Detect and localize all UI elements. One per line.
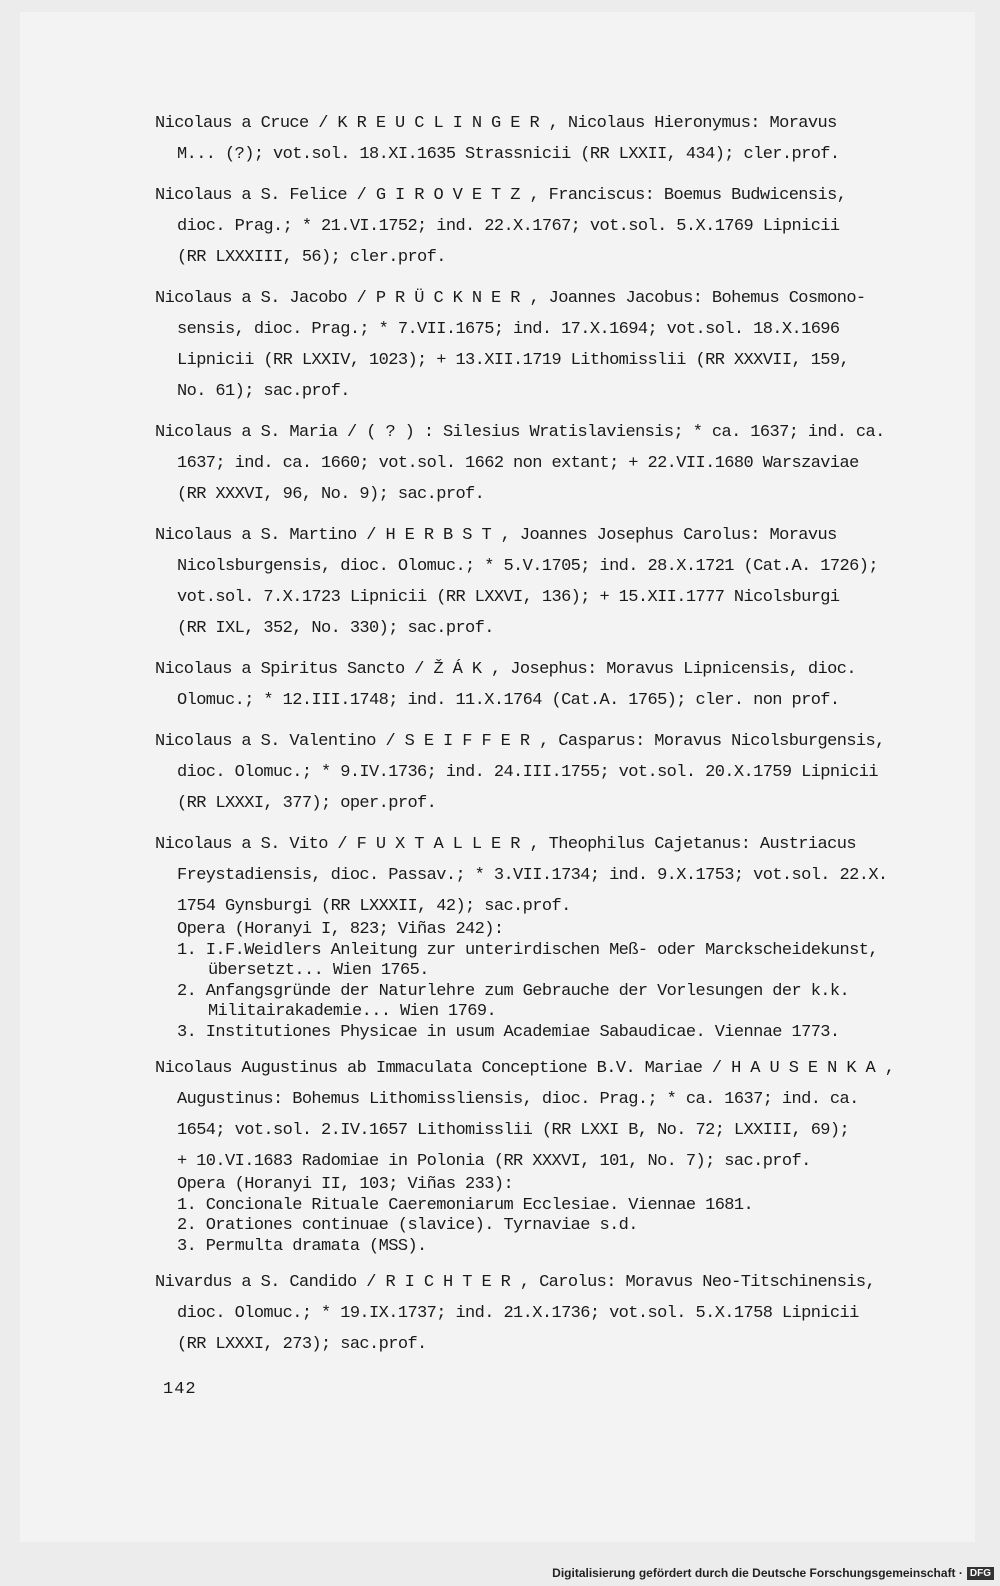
entry-line: 1654; vot.sol. 2.IV.1657 Lithomisslii (RR LXXI B, No. 72; LXXIII, 69); — [177, 1121, 850, 1140]
opera-item: übersetzt... Wien 1765. — [208, 961, 429, 980]
entry-line: Olomuc.; * 12.III.1748; ind. 11.X.1764 (Cat.A. 1765); cler. non prof. — [177, 691, 840, 710]
opera-item: Militairakademie... Wien 1769. — [208, 1002, 497, 1021]
entry-line: dioc. Prag.; * 21.VI.1752; ind. 22.X.1767; vot.sol. 5.X.1769 Lipnicii — [177, 217, 840, 236]
entry-line: sensis, dioc. Prag.; * 7.VII.1675; ind. 17.X.1694; vot.sol. 18.X.1696 — [177, 320, 840, 339]
opera-heading: Opera (Horanyi I, 823; Viñas 242): — [177, 920, 504, 939]
entry-line: Nicolaus a Spiritus Sancto / Ž Á K , Josephus: Moravus Lipnicensis, dioc. — [155, 660, 856, 679]
dfg-logo: DFG — [967, 1567, 994, 1580]
entry-line: (RR XXXVI, 96, No. 9); sac.prof. — [177, 485, 485, 504]
page-number: 142 — [163, 1380, 197, 1399]
footer-text: Digitalisierung gefördert durch die Deutsche Forschungsgemeinschaft · — [552, 1566, 963, 1580]
entry-nicolaus-a-s-vito — [155, 829, 955, 1043]
entry-nicolaus-a-s-martino — [155, 520, 955, 644]
entry-nicolaus-a-s-valentino — [155, 726, 955, 819]
entry-line: Nicolaus a Cruce / K R E U C L I N G E R , Nicolaus Hieronymus: Moravus — [155, 114, 837, 133]
entry-line: Nicolaus a S. Jacobo / P R Ü C K N E R , Joannes Jacobus: Bohemus Cosmono- — [155, 289, 866, 308]
opera-item: 2. Anfangsgründe der Naturlehre zum Gebrauche der Vorlesungen der k.k. — [177, 981, 850, 1001]
entry-line: (RR IXL, 352, No. 330); sac.prof. — [177, 619, 494, 638]
entry-line: Nicolaus a S. Vito / F U X T A L L E R , Theophilus Cajetanus: Austriacus — [155, 835, 856, 854]
entry-nicolaus-a-s-felice — [155, 180, 955, 273]
entry-line: No. 61); sac.prof. — [177, 382, 350, 401]
entry-line: Lipnicii (RR LXXIV, 1023); + 13.XII.1719 Lithomisslii (RR XXXVII, 159, — [177, 351, 850, 370]
entry-line: M... (?); vot.sol. 18.XI.1635 Strassnicii (RR LXXII, 434); cler.prof. — [177, 145, 840, 164]
entry-line: Augustinus: Bohemus Lithomissliensis, dioc. Prag.; * ca. 1637; ind. ca. — [177, 1090, 859, 1109]
opera-item: 1. I.F.Weidlers Anleitung zur unterirdischen Meß- oder Marckscheidekunst, — [177, 940, 878, 960]
entry-nicolaus-a-spiritus-sancto — [155, 654, 955, 716]
opera-heading: Opera (Horanyi II, 103; Viñas 233): — [177, 1175, 514, 1194]
entry-line: Nicolaus a S. Valentino / S E I F F E R , Casparus: Moravus Nicolsburgensis, — [155, 732, 885, 751]
opera-list — [155, 920, 955, 1043]
entry-line: Nicolaus a S. Felice / G I R O V E T Z , Franciscus: Boemus Budwicensis, — [155, 186, 847, 205]
entry-line: vot.sol. 7.X.1723 Lipnicii (RR LXXVI, 136); + 15.XII.1777 Nicolsburgi — [177, 588, 840, 607]
entry-nivardus-a-s-candido — [155, 1267, 955, 1360]
opera-item: 3. Permulta dramata (MSS). — [177, 1236, 427, 1256]
entry-nicolaus-a-s-jacobo — [155, 283, 955, 407]
entry-line: Nicolaus Augustinus ab Immaculata Conceptione B.V. Mariae / H A U S E N K A , — [155, 1059, 895, 1078]
entry-line: dioc. Olomuc.; * 19.IX.1737; ind. 21.X.1736; vot.sol. 5.X.1758 Lipnicii — [177, 1304, 859, 1323]
entry-line: Nicolaus a S. Maria / ( ? ) : Silesius Wratislaviensis; * ca. 1637; ind. ca. — [155, 423, 885, 442]
entry-line: Freystadiensis, dioc. Passav.; * 3.VII.1734; ind. 9.X.1753; vot.sol. 22.X. — [177, 866, 888, 885]
entry-nicolaus-a-s-maria — [155, 417, 955, 510]
opera-item: 2. Orationes continuae (slavice). Tyrnaviae s.d. — [177, 1216, 638, 1235]
entry-line: (RR LXXXI, 273); sac.prof. — [177, 1335, 427, 1354]
entry-line: Nicolaus a S. Martino / H E R B S T , Joannes Josephus Carolus: Moravus — [155, 526, 837, 545]
entry-line: Nicolsburgensis, dioc. Olomuc.; * 5.V.1705; ind. 28.X.1721 (Cat.A. 1726); — [177, 557, 878, 576]
entry-line: + 10.VI.1683 Radomiae in Polonia (RR XXXVI, 101, No. 7); sac.prof. — [177, 1152, 811, 1171]
opera-list — [155, 1175, 955, 1257]
opera-item: 1. Concionale Rituale Caeremoniarum Ecclesiae. Viennae 1681. — [177, 1195, 754, 1215]
scanned-page — [20, 12, 975, 1542]
entry-line: 1637; ind. ca. 1660; vot.sol. 1662 non extant; + 22.VII.1680 Warszaviae — [177, 454, 859, 473]
entry-line: (RR LXXXI, 377); oper.prof. — [177, 794, 437, 813]
entry-nicolaus-a-cruce — [155, 108, 955, 170]
entry-nicolaus-augustinus — [155, 1053, 955, 1257]
entry-list — [155, 108, 955, 1370]
entry-line: Nivardus a S. Candido / R I C H T E R , Carolus: Moravus Neo-Titschinensis, — [155, 1273, 876, 1292]
digitization-footer — [552, 1566, 994, 1580]
opera-item: 3. Institutiones Physicae in usum Academiae Sabaudicae. Viennae 1773. — [177, 1022, 840, 1042]
entry-line: (RR LXXXIII, 56); cler.prof. — [177, 248, 446, 267]
entry-line: dioc. Olomuc.; * 9.IV.1736; ind. 24.III.1755; vot.sol. 20.X.1759 Lipnicii — [177, 763, 878, 782]
entry-line: 1754 Gynsburgi (RR LXXXII, 42); sac.prof. — [177, 897, 571, 916]
